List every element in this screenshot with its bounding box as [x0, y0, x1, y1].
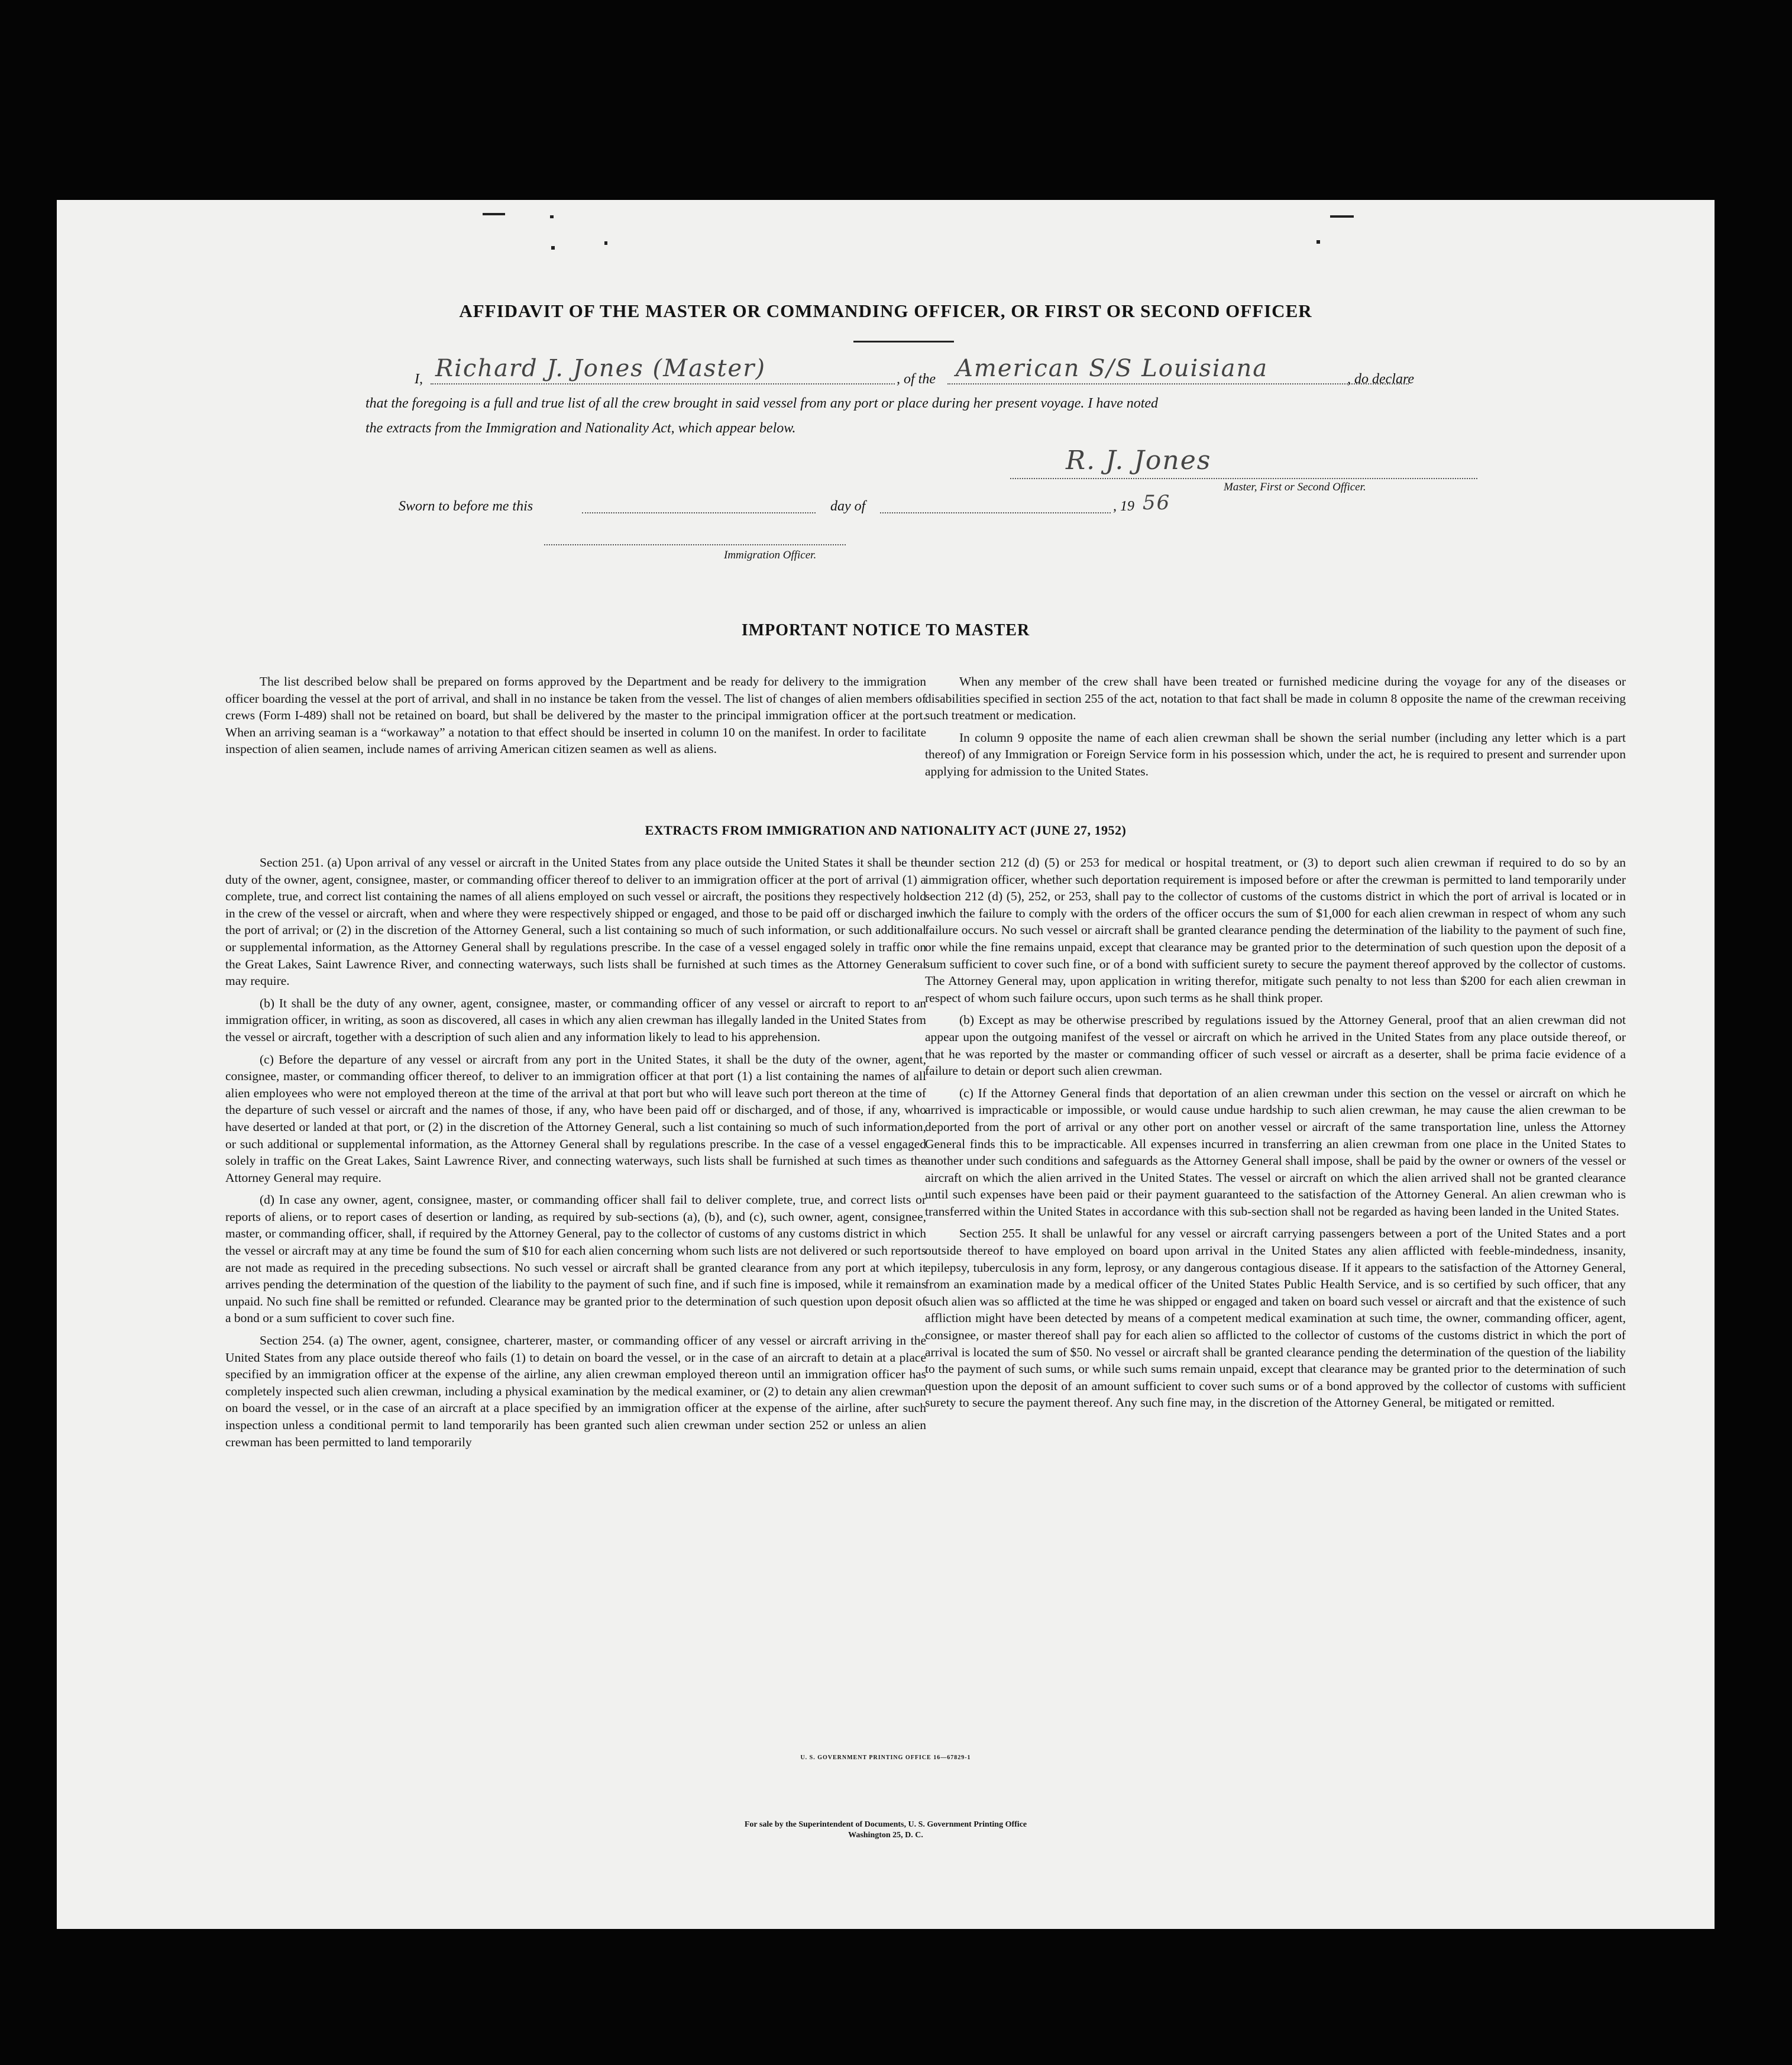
notice-right-column	[925, 673, 1626, 786]
scan-mark-dot-3	[604, 241, 607, 245]
extract-paragraph: (b) It shall be the duty of any owner, agent, consignee, master, or commanding officer of any vessel or aircraft to report to an immigration officer, in writing, as soon as discovered, all cases in which any alien crewman has illegally landed in the United States from the vessel or aircraft, together with a description of such alien and any information likely to lead to his apprehension.	[225, 996, 926, 1044]
sale-line-1: For sale by the Superintendent of Documents, U. S. Government Printing Office	[744, 1820, 1027, 1829]
sale-line-2: Washington 25, D. C.	[848, 1831, 923, 1840]
extract-paragraph: Section 255. It shall be unlawful for any vessel or aircraft carrying passengers between a port of the United States and a port outside thereof to have employed on board upon arrival in the United States any alien afflicted with feeble-mindedness, insanity, epilepsy, tuberculosis in any form, leprosy, or any dangerous contagious disease. If it appears to the satisfaction of the Attorney General, from an examination made by a medical officer of the United States Public Health Service, and is so certified by such officer, that any such alien was so afflicted at the time he was shipped or engaged and taken on board such vessel or aircraft and that the existence of such affliction might have been detected by means of a competent medical examination at such time, the owner, commanding officer, agent, consignee, or master thereof shall pay for each alien so afflicted to the collector of customs of the customs district in which the port of arrival is located the sum of $50. No vessel or aircraft shall be granted clearance pending the determination of the question of the liability to the payment of such sums, or while such sums remain unpaid, except that clearance may be granted prior to the determination of such question upon the deposit of an amount sufficient to cover such sums or of a bond approved by the collector of customs with sufficient surety to secure the payment thereof. Any such fine may, in the discretion of the Attorney General, be mitigated or remitted.	[925, 1226, 1626, 1410]
extract-paragraph: under section 212 (d) (5) or 253 for medical or hospital treatment, or (3) to deport such alien crewman if required to do so by an immigration officer, whether such deportation requirement is imposed before or after the crewman is permitted to land temporarily under section 212 (d) (5), 252, or 253, shall pay to the collector of customs of the customs district in which the port of arrival is located or in which the failure to comply with the orders of the officer occurs the sum of $1,000 for each alien crewman in respect of whom any such failure occurs. No such vessel or aircraft shall be granted clearance pending the determination of the liability to the payment of such fine, or while the fine remains unpaid, except that clearance may be granted prior to the determination of such question upon the deposit of a sum sufficient to cover such fine, or of a bond with sufficient surety to secure the payment thereof approved by the collector of customs. The Attorney General may, upon application in writing therefor, mitigate such penalty to not less than $200 for each alien crewman in respect of whom such failure occurs, upon such terms as he shall think proper.	[925, 855, 1626, 1005]
printing-office-line: U. S. GOVERNMENT PRINTING OFFICE 16—67829-1	[800, 1754, 971, 1761]
notice-paragraph: In column 9 opposite the name of each alien crewman shall be shown the serial number (including any letter which is a part thereof) of any Immigration or Foreign Service form in his possession which, under the act, he is required to present and surrender upon applying for admission to the United States.	[925, 730, 1626, 778]
scan-mark-dot	[550, 215, 554, 218]
title-rule	[853, 341, 954, 342]
signature-caption: Master, First or Second Officer.	[1224, 481, 1366, 493]
scan-mark-right	[1330, 215, 1354, 218]
scan-mark-left	[483, 213, 505, 215]
sworn-month-line	[880, 512, 1111, 513]
extracts-left-column	[225, 854, 926, 1456]
extracts-right-column	[925, 854, 1626, 1417]
master-name-line	[431, 383, 895, 384]
do-declare-label: , do declare	[1347, 371, 1415, 387]
declaration-line-2: the extracts from the Immigration and Nationality Act, which appear below.	[365, 421, 796, 436]
signature-line	[1010, 478, 1477, 479]
declaration-line-1: that the foregoing is a full and true list of all the crew brought in said vessel from any port or place during her present voyage. I have noted	[365, 396, 1159, 411]
year-prefix: , 19	[1113, 499, 1134, 514]
extract-paragraph: (d) In case any owner, agent, consignee, master, or commanding officer shall fail to deliver complete, true, and correct lists or reports of aliens, or to report cases of desertion or landing, as required by sub-sections (a), (b), and (c), such owner, agent, consignee, master, or commanding officer, shall, if required by the Attorney General, pay to the collector of customs of any customs district in which the vessel or aircraft may at any time be found the sum of $10 for each alien concerning whom such lists are not delivered or such reports are not made as required in the preceding subsections. No such vessel or aircraft shall be granted clearance from any port at which it arrives pending the determination of the question of the liability to the payment of such fine, and if such fine is imposed, while it remains unpaid. No such fine shall be remitted or refunded. Clearance may be granted prior to the determination of such question upon deposit of a bond or a sum sufficient to cover such fine.	[225, 1193, 926, 1326]
affidavit-page	[57, 200, 1715, 1929]
sale-notice	[57, 1820, 1715, 1841]
extract-paragraph: Section 251. (a) Upon arrival of any vessel or aircraft in the United States from any place outside the United States it shall be the duty of the owner, agent, consignee, master, or commanding officer thereof to deliver to an immigration officer at the port of arrival (1) a complete, true, and correct list containing the names of all aliens employed on such vessel or aircraft, the positions they respectively hold in the crew of the vessel or aircraft, when and where they were respectively shipped or engaged, and those to be paid off or discharged in the port of arrival; or (2) in the discretion of the Attorney General, such a list containing so much of such information, or such additional or supplemental information, as the Attorney General shall by regulations prescribe. In the case of a vessel engaged solely in traffic on the Great Lakes, Saint Lawrence River, and connecting waterways, such lists shall be furnished at such times as the Attorney General may require.	[225, 855, 926, 988]
extract-paragraph: (c) Before the departure of any vessel or aircraft from any port in the United States, it shall be the duty of the owner, agent, consignee, master, or commanding officer thereof, to deliver to an immigration officer at that port (1) a list containing the names of all alien employees who were not employed thereon at the time of the arrival at that port but who will leave such port thereon at the time of the departure of such vessel or aircraft and the names of those, if any, who have been paid off or discharged, and of those, if any, who have deserted or landed at that port, or (2) in the discretion of the Attorney General, such a list containing so much of such information, or such additional or supplemental information, as the Attorney General shall by regulations prescribe. In the case of a vessel engaged solely in traffic on the Great Lakes, Saint Lawrence River, and connecting waterways, such lists shall be furnished at such times as the Attorney General may require.	[225, 1052, 926, 1185]
signature-handwritten: R. J. Jones	[1066, 445, 1212, 476]
scan-mark-dot-2	[551, 246, 555, 250]
notice-left-column	[225, 673, 926, 763]
notice-title: IMPORTANT NOTICE TO MASTER	[741, 621, 1030, 639]
vessel-handwritten: American S/S Louisiana	[956, 355, 1269, 382]
notice-paragraph: The list described below shall be prepared on forms approved by the Department and be ready for delivery to the immigration officer boarding the vessel at the port of arrival, and shall in no instance be taken from the vessel. The list of changes of alien members of crews (Form I-489) shall not be retained on board, but shall be delivered by the master to the principal immigration officer at the port. When an arriving seaman is a “workaway” a notation to that effect should be inserted in column 10 on the manifest. In order to facilitate inspection of alien seamen, include names of arriving American citizen seamen as well as aliens.	[225, 674, 926, 757]
sworn-label: Sworn to before me this	[399, 499, 533, 514]
affidavit-title: AFFIDAVIT OF THE MASTER OR COMMANDING OFFICER, OR FIRST OR SECOND OFFICER	[459, 300, 1312, 321]
master-name-handwritten: Richard J. Jones (Master)	[435, 355, 766, 382]
of-the-label: , of the	[897, 371, 936, 387]
scan-mark-dot-4	[1316, 240, 1320, 244]
extract-paragraph: Section 254. (a) The owner, agent, consignee, charterer, master, or commanding officer of any vessel or aircraft arriving in the United States from any place outside thereof who fails (1) to detain on board the vessel, or in the case of an aircraft to detain at a place specified by an immigration officer at the expense of the airline, any alien crewman employed thereon until an immigration officer has completely inspected such alien crewman, including a physical examination by the medical examiner, or (2) to detain any alien crewman on board the vessel, or in the case of an aircraft at a place specified by an immigration officer at the expense of the airline, after such inspection unless a conditional permit to land temporarily has been granted such alien crewman under section 252 or unless an alien crewman has been permitted to land temporarily	[225, 1333, 926, 1449]
immigration-officer-caption: Immigration Officer.	[724, 549, 817, 561]
extract-paragraph: (b) Except as may be otherwise prescribed by regulations issued by the Attorney General, proof that an alien crewman did not appear upon the outgoing manifest of the vessel or aircraft on which he arrived in the United States from any place outside thereof, or that he was reported by the master or commanding officer of such vessel or aircraft as a deserter, shall be prima facie evidence of a failure to detain or deport such alien crewman.	[925, 1013, 1626, 1078]
vessel-line	[947, 383, 1409, 384]
extract-paragraph: (c) If the Attorney General finds that deportation of an alien crewman under this section on the vessel or aircraft on which he arrived is impracticable or impossible, or would cause undue hardship to such alien crewman, he may cause the alien crewman to be deported from the port of arrival or any other port on another vessel or aircraft of the same transportation line, unless the Attorney General finds this to be impracticable. All expenses incurred in transferring an alien crewman from one place in the United States to another under such conditions and safeguards as the Attorney General shall impose, shall be paid by the owner or owners of the vessel or aircraft on which the alien arrived in the United States. The vessel or aircraft on which the alien arrived shall not be granted clearance until such expenses have been paid or their payment guaranteed to the satisfaction of the Attorney General. An alien crewman who is transferred within the United States in accordance with this sub-section shall not be regarded as having been landed in the United States.	[925, 1085, 1626, 1219]
notice-paragraph: When any member of the crew shall have been treated or furnished medicine during the voyage for any of the diseases or disabilities specified in section 255 of the act, notation to that fact shall be made in column 8 opposite the name of the crewman receiving such treatment or medication.	[925, 674, 1626, 723]
extracts-title: EXTRACTS FROM IMMIGRATION AND NATIONALITY ACT (JUNE 27, 1952)	[645, 823, 1127, 838]
day-of-label: day of	[830, 499, 866, 514]
immigration-officer-line	[544, 544, 846, 545]
sworn-day-line	[582, 512, 816, 513]
i-label: I,	[415, 371, 423, 387]
year-handwritten: 56	[1143, 491, 1171, 515]
